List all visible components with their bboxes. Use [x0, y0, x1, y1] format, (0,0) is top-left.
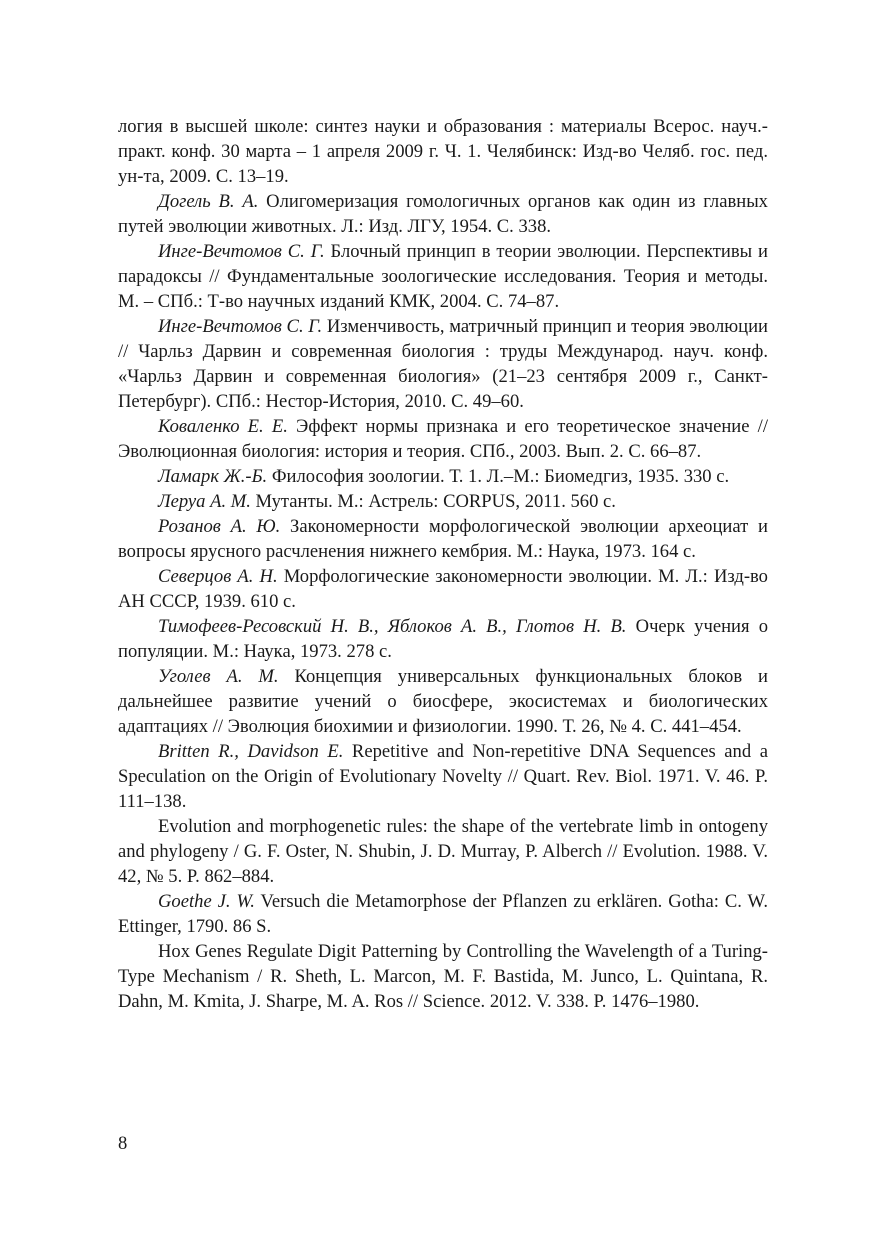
reference-entry — [118, 114, 768, 189]
reference-author: Инге-Вечтомов С. Г. — [158, 241, 325, 262]
reference-text: Олигомеризация гомологичных органов как один из главных путей эволюции животных. Л.: Изд. ЛГУ, 1954. С. 338. — [118, 191, 768, 237]
reference-author: Догель В. А. — [158, 191, 259, 212]
reference-entry — [118, 739, 768, 814]
reference-text: Закономерности морфологической эволюции археоциат и вопросы ярусного расчленения нижнего кембрия. М.: Наука, 1973. 164 с. — [118, 516, 768, 562]
page-number: 8 — [118, 1133, 128, 1154]
reference-text: Versuch die Metamorphose der Pflanzen zu erklären. Gotha: C. W. Ettinger, 1790. 86 S. — [118, 891, 768, 937]
reference-text: Repetitive and Non-repetitive DNA Sequences and a Speculation on the Origin of Evolutionary Novelty // Quart. Rev. Biol. 1971. V. 46. P. 111–138. — [118, 741, 768, 812]
reference-author: Goethe J. W. — [158, 891, 255, 912]
reference-entry — [118, 239, 768, 314]
reference-entry — [118, 464, 768, 489]
reference-author: Тимофеев-Ресовский Н. В., Яблоков А. В., Глотов Н. В. — [158, 616, 627, 637]
reference-entry — [118, 414, 768, 464]
reference-entry — [118, 939, 768, 1014]
reference-text: Эффект нормы признака и его теоретическое значение // Эволюционная биология: история и теория. СПб., 2003. Вып. 2. С. 66–87. — [118, 416, 768, 462]
reference-text: Evolution and morphogenetic rules: the shape of the vertebrate limb in ontogeny and phylogeny / G. F. Oster, N. Shubin, J. D. Murray, P. Alberch // Evolution. 1988. V. 42, № 5. P. 862–884. — [118, 816, 768, 887]
reference-author: Северцов А. Н. — [158, 566, 278, 587]
reference-entry — [118, 814, 768, 889]
reference-text: логия в высшей школе: синтез науки и образования : материалы Всерос. науч.-практ. конф. 30 марта – 1 апреля 2009 г. Ч. 1. Челябинск: Изд-во Челяб. гос. пед. ун-та, 2009. С. 13–19. — [118, 116, 768, 187]
reference-author: Розанов А. Ю. — [158, 516, 281, 537]
reference-entry — [118, 189, 768, 239]
reference-text: Мутанты. М.: Астрель: CORPUS, 2011. 560 с. — [250, 491, 616, 512]
reference-entry — [118, 614, 768, 664]
reference-text: Концепция универсальных функциональных блоков и дальнейшее развитие учений о биосфере, экосистемах и биологических адаптациях // Эволюция биохимии и физиологии. 1990. Т. 26, № 4. С. 441–454. — [118, 666, 768, 737]
reference-author: Ламарк Ж.-Б. — [158, 466, 268, 487]
reference-text: Изменчивость, матричный принцип и теория эволюции // Чарльз Дарвин и современная биология : труды Международ. науч. конф. «Чарльз Дарвин и современная биология» (21–23 сентября 2009 г., Санкт-Петербург). СПб.: Нестор-История, 2010. С. 49–60. — [118, 316, 768, 412]
reference-text: Морфологические закономерности эволюции. М. Л.: Изд-во АН СССР, 1939. 610 с. — [118, 566, 768, 612]
reference-author: Коваленко Е. Е. — [158, 416, 288, 437]
reference-list — [118, 114, 768, 1014]
reference-entry — [118, 314, 768, 414]
reference-entry — [118, 889, 768, 939]
reference-entry — [118, 489, 768, 514]
reference-author: Инге-Вечтомов С. Г. — [158, 316, 323, 337]
reference-author: Britten R., Davidson E. — [158, 741, 344, 762]
reference-entry — [118, 564, 768, 614]
reference-author: Уголев А. М. — [158, 666, 279, 687]
reference-text: Блочный принцип в теории эволюции. Перспективы и парадоксы // Фундаментальные зоологические исследования. Теория и методы. М. – СПб.: Т-во научных изданий КМК, 2004. С. 74–87. — [118, 241, 769, 312]
reference-entry — [118, 664, 768, 739]
reference-entry — [118, 514, 768, 564]
reference-text: Hox Genes Regulate Digit Patterning by Controlling the Wavelength of a Turing-Type Mechanism / R. Sheth, L. Marcon, M. F. Bastida, M. Junco, L. Quintana, R. Dahn, M. Kmita, J. Sharpe, M. A. Ros // Science. 2012. V. 338. P. 1476–1980. — [118, 941, 768, 1012]
reference-text: Очерк учения о популяции. М.: Наука, 1973. 278 с. — [118, 616, 769, 662]
reference-text: Философия зоологии. Т. 1. Л.–М.: Биомедгиз, 1935. 330 с. — [267, 466, 730, 487]
reference-author: Леруа А. М. — [158, 491, 251, 512]
